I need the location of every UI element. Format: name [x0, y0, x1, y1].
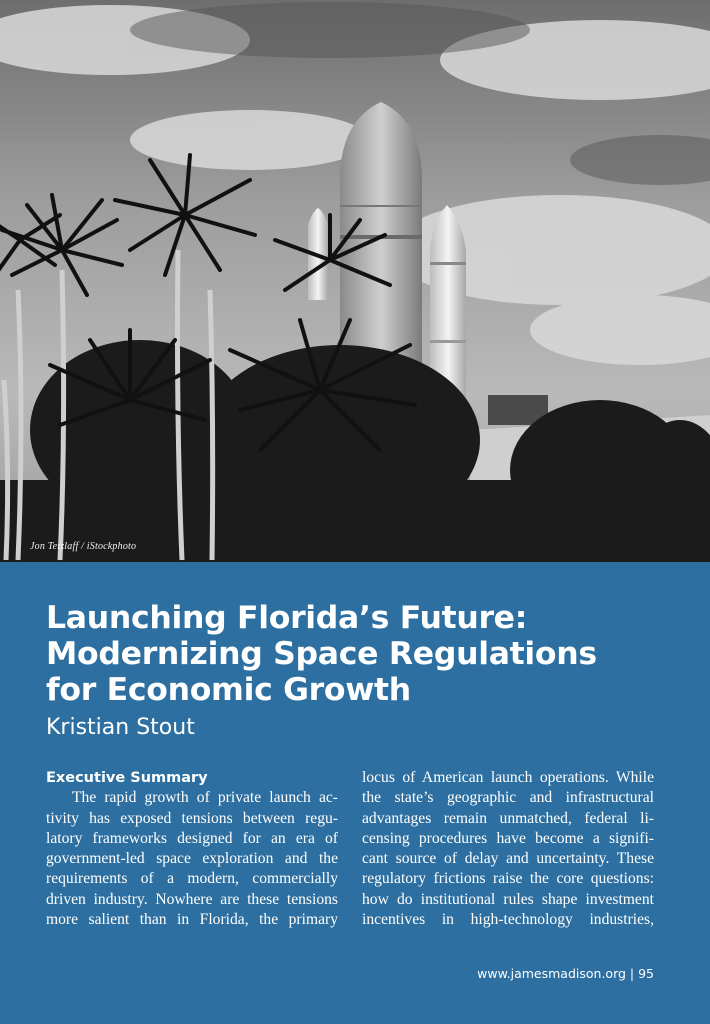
photo-credit: Jon Tetzlaff / iStockphoto — [30, 541, 137, 552]
body-line: driven industry. Nowhere are these tensions — [46, 890, 338, 908]
body-line: cant source of delay and uncertainty. These — [362, 850, 654, 868]
title-line: Modernizing Space Regulations — [46, 636, 597, 672]
page-footer: www.jamesmadison.org | 95 — [477, 966, 654, 981]
body-line: tivity has exposed tensions between regu- — [46, 809, 338, 827]
body-line: incentives in high-technology industries, — [362, 911, 654, 929]
body-line: more salient than in Florida, the primary — [46, 911, 338, 929]
body-line: requirements of a modern, commercially — [46, 870, 338, 888]
body-line: regulatory frictions raise the core questions: — [362, 870, 654, 888]
author-name: Kristian Stout — [46, 715, 195, 740]
body-line: how do institutional rules shape investment — [362, 890, 654, 908]
title-line: for Economic Growth — [46, 672, 411, 708]
body-line: censing procedures have become a signifi- — [362, 829, 654, 847]
body-line: latory frameworks designed for an era of — [46, 829, 338, 847]
body-column-left — [46, 768, 338, 930]
body-line: locus of American launch operations. While — [362, 769, 654, 786]
body-line: The rapid growth of private launch ac- — [72, 789, 338, 807]
article-title — [46, 600, 686, 708]
title-line: Launching Florida’s Future: — [46, 600, 528, 636]
body-line: advantages remain unmatched, federal li- — [362, 809, 654, 827]
body-line: the state’s geographic and infrastructural — [362, 789, 654, 807]
body-line: government-led space exploration and the — [46, 850, 338, 868]
section-heading: Executive Summary — [46, 770, 208, 786]
body-column-right — [362, 768, 654, 930]
